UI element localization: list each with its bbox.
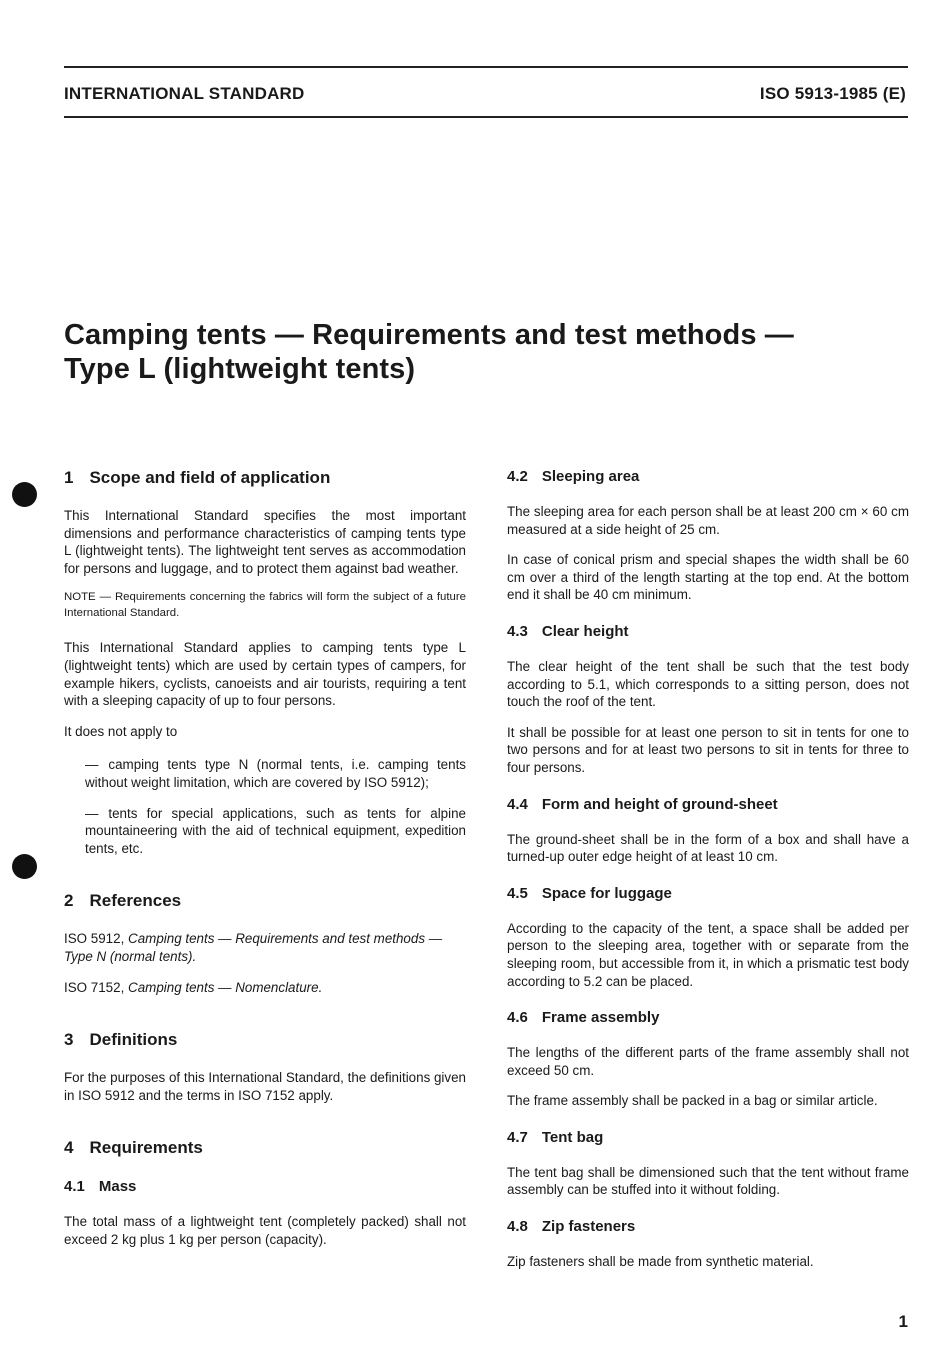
paragraph: The sleeping area for each person shall be at least 200 cm × 60 cm measured at a side height of 25 cm. bbox=[507, 504, 909, 537]
subsection-title: Tent bag bbox=[541, 1128, 604, 1146]
paragraph: This International Standard specifies the most important dimensions and performance characteristics of camping tents type L (lightweight tents). The lightweight tent serves as accommodation for persons and luggage, and to protect them against bad weather. bbox=[64, 508, 466, 576]
subsection-number: 4.7 bbox=[507, 1128, 528, 1146]
left-column bbox=[64, 467, 466, 1261]
section-number: 4 bbox=[64, 1138, 74, 1158]
subsection-title: Space for luggage bbox=[541, 884, 672, 902]
subsection-4-7-heading bbox=[507, 1128, 909, 1148]
section-2-heading bbox=[64, 890, 466, 912]
reference-iso-5912 bbox=[64, 930, 466, 965]
header-left: INTERNATIONAL STANDARD bbox=[64, 84, 305, 103]
reference-code: ISO 5912, bbox=[64, 931, 125, 947]
header-standard-number: ISO 5913-1985 (E) bbox=[759, 84, 906, 103]
margin-bullet-mark bbox=[12, 854, 37, 879]
subsection-title: Zip fasteners bbox=[541, 1218, 636, 1236]
header-bottom-rule bbox=[64, 116, 908, 118]
paragraph: Zip fasteners shall be made from synthetic material. bbox=[507, 1254, 814, 1270]
paragraph: The frame assembly shall be packed in a bag or similar article. bbox=[507, 1093, 878, 1109]
reference-iso-7152 bbox=[64, 979, 466, 997]
subsection-number: 4.1 bbox=[64, 1178, 85, 1196]
subsection-4-4-heading bbox=[507, 795, 909, 815]
subsection-number: 4.4 bbox=[507, 795, 528, 813]
subsection-title: Form and height of ground-sheet bbox=[541, 795, 778, 813]
right-column bbox=[507, 467, 909, 1284]
list-item bbox=[85, 756, 466, 791]
list-item-text: camping tents type N (normal tents, i.e. camping tents without weight limitation, which are covered by ISO 5912); bbox=[85, 757, 466, 790]
subsection-number: 4.8 bbox=[507, 1218, 528, 1236]
subsection-title: Frame assembly bbox=[541, 1009, 660, 1027]
section-4-heading bbox=[64, 1137, 466, 1159]
header-top-rule bbox=[64, 66, 908, 68]
paragraph: It shall be possible for at least one person to sit in tents for one to two persons and for at least two persons to sit in tents for three to four persons. bbox=[507, 724, 909, 775]
paragraph: The ground-sheet shall be in the form of a box and shall have a turned-up outer edge height of at least 10 cm. bbox=[507, 831, 909, 865]
document-title bbox=[64, 318, 794, 386]
margin-bullet-mark bbox=[12, 482, 37, 507]
paragraph: This International Standard applies to camping tents type L (lightweight tents) which are used by certain types of campers, for example hikers, cyclists, canoeists and air tourists, requiring a tent with a sleeping capacity of up to four persons. bbox=[64, 640, 466, 709]
subsection-4-8-heading bbox=[507, 1217, 909, 1237]
subsection-4-5-heading bbox=[507, 884, 909, 904]
subsection-number: 4.3 bbox=[507, 622, 528, 640]
section-number: 2 bbox=[64, 891, 74, 911]
section-1-heading bbox=[64, 467, 466, 489]
subsection-4-3-heading bbox=[507, 622, 909, 642]
paragraph: It does not apply to bbox=[64, 723, 178, 739]
paragraph: In case of conical prism and special shapes the width shall be 60 cm over a third of the length starting at the top end. At the bottom end it shall be 40 cm minimum. bbox=[507, 552, 909, 603]
paragraph: According to the capacity of the tent, a space shall be added per person to the sleeping area, together with or separate from the sleeping room, but accessible from it, in which a prismatic test body according to 5.2 can be placed. bbox=[507, 920, 909, 989]
reference-code: ISO 7152, bbox=[64, 979, 125, 995]
section-title: Definitions bbox=[89, 1030, 178, 1050]
subsection-number: 4.2 bbox=[507, 468, 528, 485]
subsection-title: Mass bbox=[98, 1178, 137, 1196]
title-line-1: Camping tents — Requirements and test methods — bbox=[64, 319, 794, 351]
title-line-2: Type L (lightweight tents) bbox=[64, 353, 416, 385]
section-3-heading bbox=[64, 1029, 466, 1051]
subsection-title: Clear height bbox=[541, 622, 629, 640]
section-title: Scope and field of application bbox=[89, 468, 331, 487]
subsection-4-1-heading bbox=[64, 1177, 466, 1197]
reference-title: Camping tents — Requirements and test methods — Type N (normal tents). bbox=[64, 931, 443, 964]
paragraph: The tent bag shall be dimensioned such that the tent without frame assembly can be stuffed into it without folding. bbox=[507, 1164, 909, 1198]
paragraph: The clear height of the tent shall be such that the test body according to 5.1, which corresponds to a sitting person, does not touch the roof of the tent. bbox=[507, 658, 909, 710]
note: NOTE — Requirements concerning the fabrics will form the subject of a future International Standard. bbox=[64, 591, 466, 619]
list-dash: — bbox=[85, 757, 99, 773]
subsection-number: 4.6 bbox=[507, 1009, 528, 1027]
paragraph: For the purposes of this International Standard, the definitions given in ISO 5912 and the terms in ISO 7152 apply. bbox=[64, 1070, 466, 1103]
subsection-4-6-heading bbox=[507, 1008, 909, 1028]
subsection-4-2-heading bbox=[507, 467, 909, 487]
page-number: 1 bbox=[898, 1312, 908, 1331]
list-item-text: tents for special applications, such as tents for alpine mountaineering with the aid of technical equipment, expedition tents, etc. bbox=[85, 805, 466, 856]
subsection-title: Sleeping area bbox=[541, 468, 640, 485]
section-title: References bbox=[89, 891, 182, 911]
paragraph: The total mass of a lightweight tent (completely packed) shall not exceed 2 kg plus 1 kg per person (capacity). bbox=[64, 1214, 466, 1247]
list-item bbox=[85, 805, 466, 858]
section-number: 1 bbox=[64, 468, 74, 487]
reference-title: Camping tents — Nomenclature. bbox=[128, 979, 323, 995]
section-title: Requirements bbox=[89, 1138, 203, 1158]
section-number: 3 bbox=[64, 1030, 74, 1050]
subsection-number: 4.5 bbox=[507, 884, 528, 902]
paragraph: The lengths of the different parts of the frame assembly shall not exceed 50 cm. bbox=[507, 1045, 909, 1078]
list-dash: — bbox=[85, 805, 99, 821]
